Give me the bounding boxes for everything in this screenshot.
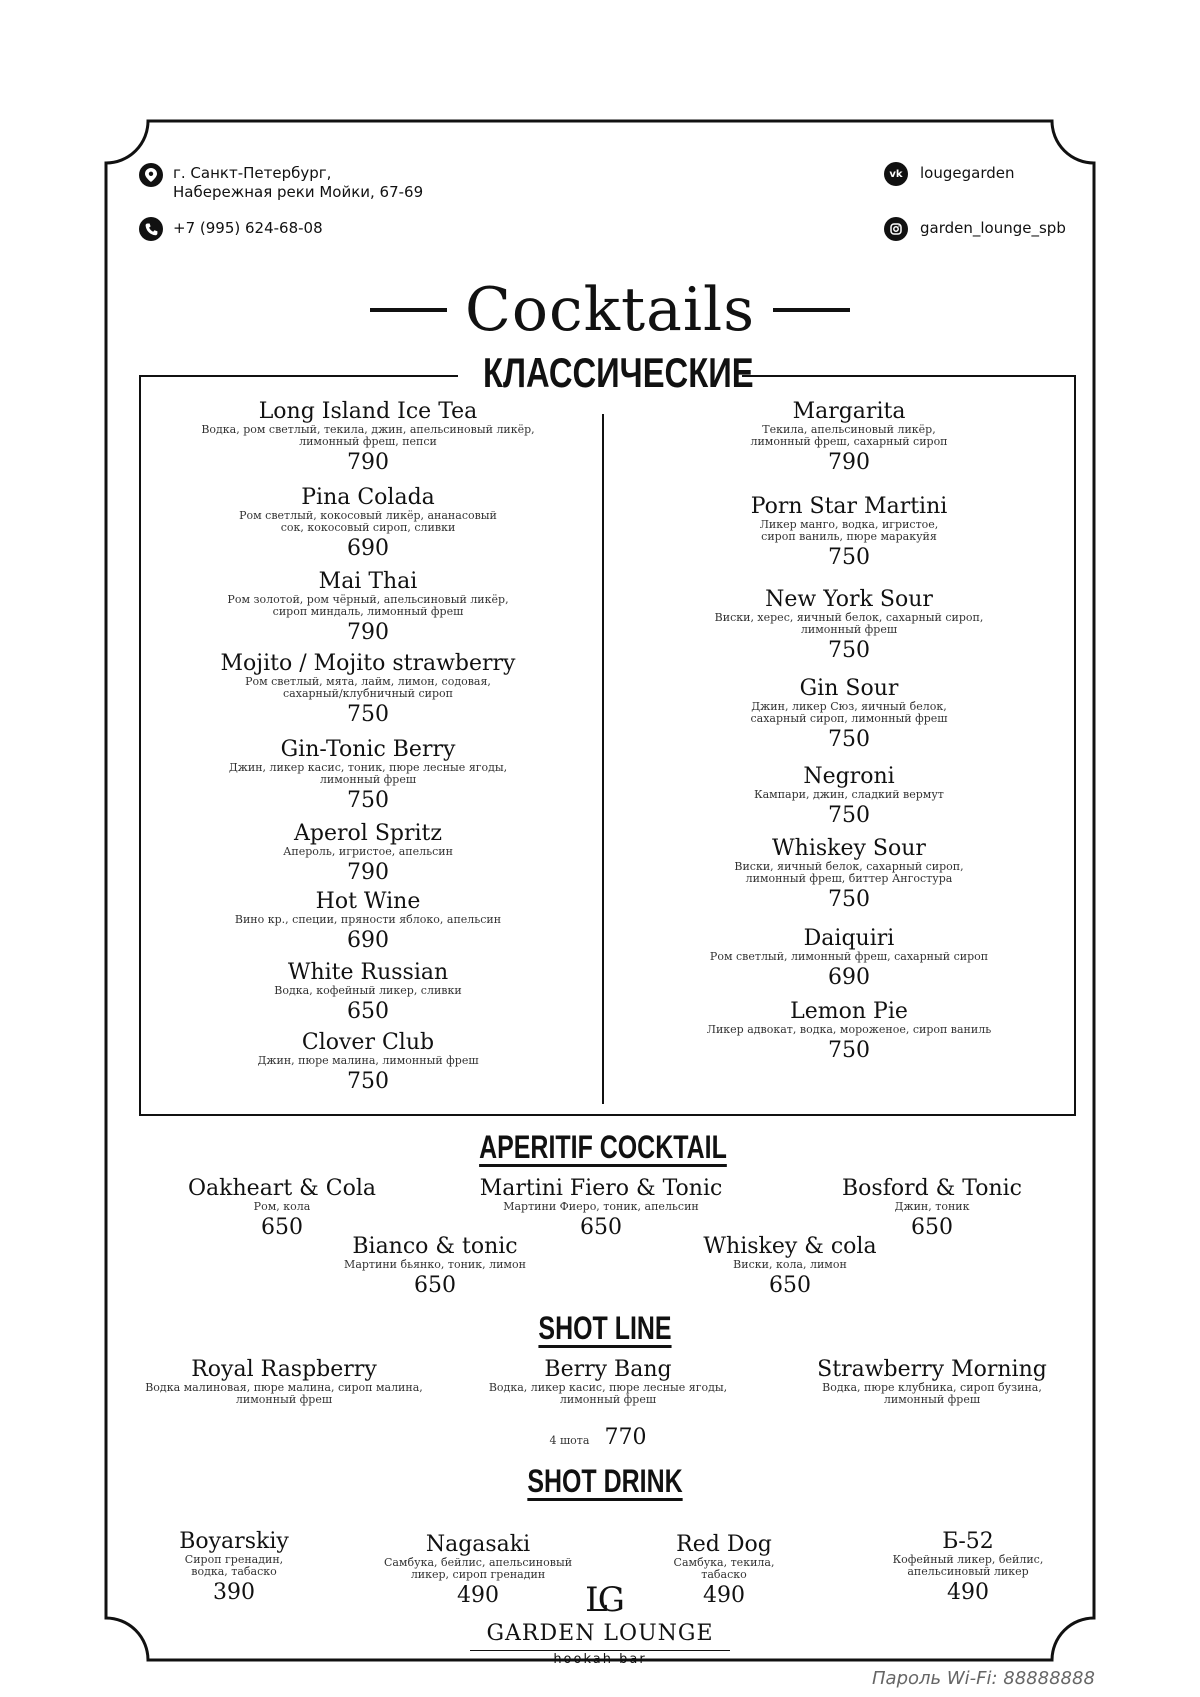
item-price: 690 (347, 928, 389, 953)
item-name: New York Sour (765, 587, 933, 612)
item-name: Pina Colada (301, 485, 435, 510)
menu-item (235, 890, 501, 954)
section-heading-shot-line: SHOT LINE (538, 1310, 672, 1346)
item-desc: табаско (701, 1568, 747, 1581)
item-desc: Водка, ром светлый, текила, джин, апельсиновый ликёр, (201, 423, 535, 436)
item-name: Nagasaki (425, 1532, 531, 1557)
item-desc: Ром светлый, лимонный фреш, сахарный сироп (709, 950, 989, 963)
item-desc: Самбука, текила, (673, 1556, 775, 1569)
item-desc: Виски, кола, лимон (733, 1258, 847, 1271)
item-name: Berry Bang (544, 1357, 672, 1382)
address-line-2: Набережная реки Мойки, 67-69 (173, 183, 424, 201)
item-desc: лимонный фреш, биттер Ангостура (745, 872, 953, 885)
menu-item (489, 1358, 727, 1406)
menu-item (734, 837, 963, 913)
item-name: Royal Raspberry (191, 1357, 377, 1382)
menu-item (283, 822, 453, 886)
item-price: 750 (827, 887, 870, 912)
item-desc: Ром золотой, ром чёрный, апельсиновый ликёр, (227, 593, 509, 606)
item-name: Bosford & Tonic (842, 1176, 1022, 1201)
item-desc: Виски, херес, яичный белок, сахарный сироп, (714, 611, 984, 624)
item-price: 750 (827, 1038, 870, 1063)
item-desc: лимонный фреш (235, 1393, 333, 1406)
item-price: 750 (828, 638, 870, 663)
item-desc: Кофейный ликер, бейлис, (892, 1553, 1044, 1566)
item-name: White Russian (287, 960, 449, 985)
item-price: 690 (828, 965, 870, 990)
item-name: Strawberry Morning (817, 1357, 1047, 1382)
menu-item (221, 652, 516, 728)
item-desc: лимонный фреш, сахарный сироп (750, 435, 948, 448)
menu-item (754, 765, 944, 829)
item-name: Porn Star Martini (750, 494, 948, 519)
item-desc: сахарный/клубничный сироп (283, 687, 453, 700)
item-name: Boyarskiy (179, 1529, 289, 1554)
garden-lounge-logo (470, 1580, 730, 1669)
menu-item (703, 1235, 876, 1299)
item-price: 790 (828, 450, 870, 475)
item-price: 650 (769, 1273, 811, 1298)
item-desc: Ром светлый, мята, лайм, лимон, содовая, (245, 675, 491, 688)
item-price: 790 (346, 860, 389, 885)
menu-item (201, 400, 534, 476)
item-desc: Ликер адвокат, водка, мороженое, сироп ваниль (706, 1023, 992, 1036)
phone-icon (139, 217, 163, 241)
item-desc: Виски, яичный белок, сахарный сироп, (734, 860, 964, 873)
wifi-password: Пароль Wi-Fi: 88888888 (872, 1668, 1095, 1689)
item-desc: лимонный фреш (883, 1393, 981, 1406)
address (173, 164, 423, 202)
item-name: Bianco & tonic (352, 1234, 518, 1259)
page-title: Cocktails (464, 275, 756, 345)
menu-item (257, 1031, 478, 1095)
menu-item (842, 1177, 1022, 1241)
item-desc: Ром, кола (253, 1200, 311, 1213)
item-price: 790 (346, 620, 389, 645)
menu-item (179, 1530, 289, 1606)
menu-item (750, 677, 947, 753)
menu-item (274, 961, 461, 1025)
title-line-left (370, 308, 447, 312)
menu-item (817, 1358, 1047, 1406)
shot-line-note: 4 шота (549, 1434, 590, 1447)
item-name: Clover Club (301, 1030, 435, 1055)
item-desc: Сироп гренадин, (184, 1553, 284, 1566)
item-name: Oakheart & Cola (188, 1176, 376, 1201)
menu-item (480, 1177, 723, 1241)
item-name: Gin-Tonic Berry (280, 737, 456, 762)
menu-item (227, 570, 508, 646)
shot-line-price-value: 770 (604, 1425, 647, 1450)
vk-icon: vk (884, 162, 908, 186)
item-desc: Водка, ликер касис, пюре лесные ягоды, (488, 1381, 728, 1394)
item-desc: Водка, кофейный ликер, сливки (274, 984, 462, 997)
shot-line-price (549, 1425, 646, 1451)
section-heading-aperitif: APERITIF COCKTAIL (479, 1129, 727, 1165)
item-name: Long Island Ice Tea (258, 399, 478, 424)
item-price: 750 (828, 803, 870, 828)
item-desc: апельсиновый ликер (907, 1565, 1029, 1578)
item-desc: Ликер манго, водка, игристое, (759, 518, 939, 531)
item-price: 650 (580, 1215, 622, 1240)
menu-item (893, 1530, 1044, 1606)
item-name: Lemon Pie (790, 999, 908, 1024)
item-price: 650 (260, 1215, 303, 1240)
item-desc: Джин, ликер Сюз, яичный белок, (751, 700, 947, 713)
item-price: 650 (911, 1215, 953, 1240)
section-heading-classic: КЛАССИЧЕСКИЕ (483, 349, 754, 396)
item-price: 650 (346, 999, 389, 1024)
title-line-right (773, 308, 850, 312)
item-desc: лимонный фреш (319, 773, 417, 786)
menu-item (229, 738, 507, 814)
item-desc: лимонный фреш (800, 623, 898, 636)
item-desc: Ром светлый, кокосовый ликёр, ананасовый (239, 509, 497, 522)
vk-handle[interactable]: lougegarden (920, 164, 1015, 182)
menu-item (710, 927, 988, 991)
menu-item (707, 1000, 991, 1064)
item-price: 490 (947, 1580, 989, 1605)
item-desc: сироп ваниль, пюре маракуйя (761, 530, 937, 543)
item-desc: Мартини Фиеро, тоник, апельсин (503, 1200, 699, 1213)
section-heading-shot-drink: SHOT DRINK (527, 1463, 683, 1499)
item-desc: водка, табаско (191, 1565, 277, 1578)
item-desc: Водка малиновая, пюре малина, сироп малина, (145, 1381, 423, 1394)
item-price: 650 (413, 1273, 456, 1298)
instagram-icon (884, 217, 908, 241)
location-icon (139, 163, 163, 187)
instagram-handle[interactable]: garden_lounge_spb (920, 219, 1066, 237)
item-desc: Апероль, игристое, апельсин (283, 845, 453, 858)
item-name: Б-52 (942, 1529, 994, 1554)
item-desc: сахарный сироп, лимонный фреш (750, 712, 948, 725)
logo-name: GARDEN LOUNGE (470, 1620, 730, 1651)
item-name: Negroni (803, 764, 895, 789)
item-name: Gin Sour (799, 676, 899, 701)
item-price: 750 (347, 1069, 389, 1094)
item-price: 490 (703, 1583, 745, 1608)
menu-item (715, 588, 984, 664)
item-desc: сок, кокосовый сироп, сливки (280, 521, 456, 534)
item-name: Whiskey Sour (772, 836, 926, 861)
item-price: 750 (347, 788, 389, 813)
item-name: Mai Thai (318, 569, 418, 594)
item-name: Aperol Spritz (294, 821, 442, 846)
item-desc: Джин, пюре малина, лимонный фреш (257, 1054, 479, 1067)
menu-item (344, 1235, 526, 1299)
address-line-1: г. Санкт-Петербург, (173, 164, 332, 182)
item-price: 750 (346, 702, 389, 727)
menu-item (239, 486, 497, 562)
item-price: 790 (347, 450, 389, 475)
item-desc: Джин, тоник (894, 1200, 970, 1213)
logo-monogram: LG (585, 1580, 615, 1620)
item-desc: лимонный фреш, пепси (299, 435, 437, 448)
item-desc: Джин, ликер касис, тоник, пюре лесные ягоды, (228, 761, 508, 774)
item-desc: Кампари, джин, сладкий вермут (754, 788, 944, 801)
item-price: 490 (457, 1583, 499, 1608)
item-price: 750 (828, 727, 870, 752)
menu-item (188, 1177, 376, 1241)
item-name: Daiquiri (803, 926, 895, 951)
item-name: Hot Wine (315, 889, 421, 914)
title-block (370, 270, 850, 350)
column-divider (602, 414, 604, 1104)
item-name: Red Dog (676, 1532, 772, 1557)
menu-item (145, 1358, 423, 1406)
item-price: 750 (828, 545, 870, 570)
item-desc: Текила, апельсиновый ликёр, (762, 423, 936, 436)
phone-number[interactable]: +7 (995) 624-68-08 (173, 219, 323, 237)
item-desc: Мартини бьянко, тоник, лимон (344, 1258, 526, 1271)
item-desc: сироп миндаль, лимонный фреш (272, 605, 464, 618)
logo-sub: hookah bar (553, 1652, 647, 1667)
menu-item (751, 495, 948, 571)
item-desc: лимонный фреш (559, 1393, 657, 1406)
item-price: 390 (213, 1580, 255, 1605)
item-desc: Вино кр., специи, пряности яблоко, апельсин (234, 913, 502, 926)
item-price: 690 (346, 536, 389, 561)
item-name: Whiskey & cola (703, 1234, 877, 1259)
item-desc: Водка, пюре клубника, сироп бузина, (822, 1381, 1042, 1394)
item-name: Martini Fiero & Tonic (479, 1176, 723, 1201)
item-desc: Самбука, бейлис, апельсиновый (383, 1556, 573, 1569)
menu-item (750, 400, 947, 476)
item-name: Mojito / Mojito strawberry (220, 651, 516, 676)
item-name: Margarita (792, 399, 906, 424)
item-desc: ликер, сироп гренадин (410, 1568, 546, 1581)
